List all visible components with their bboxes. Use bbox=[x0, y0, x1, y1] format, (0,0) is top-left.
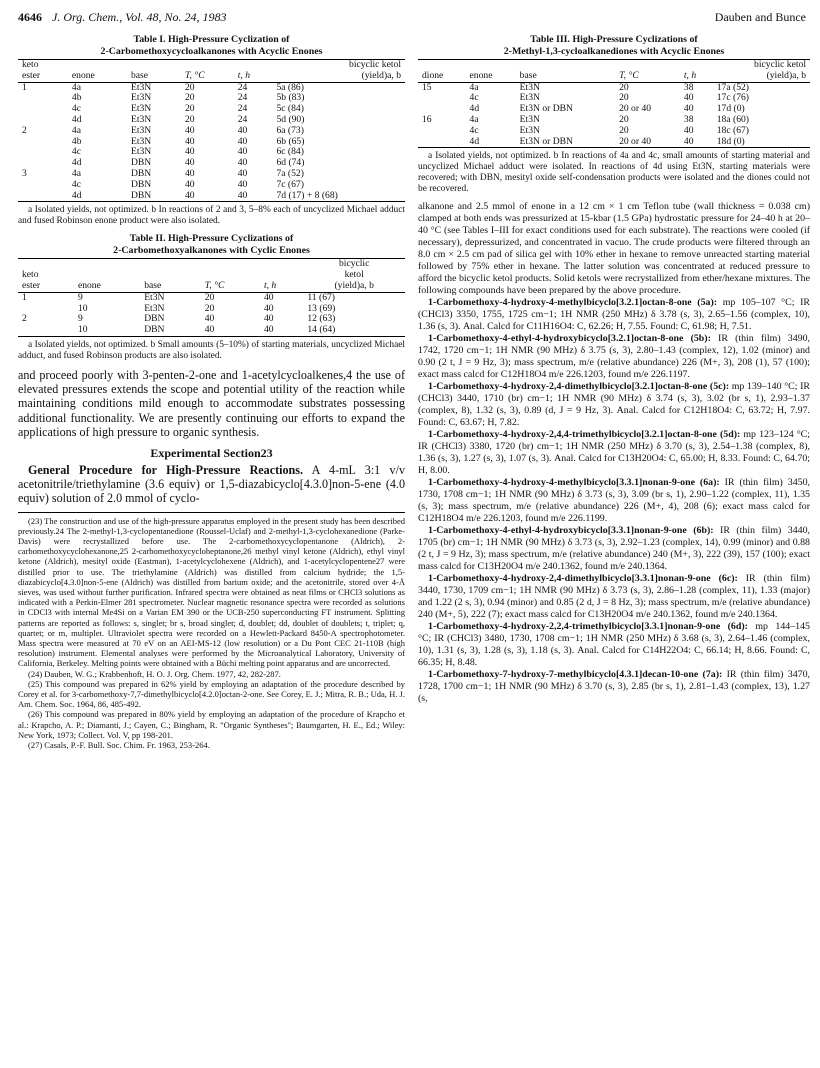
table2-cell: Et3N bbox=[144, 302, 165, 314]
table1-cell: 7a (52) bbox=[276, 167, 304, 179]
t2-h-enone: enone bbox=[74, 281, 140, 292]
compound-data: IR (thin film) 3490, 1742, 1720 cm−1; 1H NMR (90 MHz) δ 3.75 (s, 3), 2.80–1.43 (complex, 12), 1.02 (minor) and 0.90 (2 t, J = 9 Hz, 3); mass spectrum, m/e (relative abundance) 226 (M+, 3), 208 (1), 57 (100); exact mass calcd for C12H18O4 m/e 226.1203, found m/e 226.1197. bbox=[418, 333, 810, 381]
table3-cell: Et3N bbox=[519, 113, 540, 125]
table2-cell: 10 bbox=[77, 302, 88, 314]
general-procedure-title: General Procedure for High-Pressure Reactions. bbox=[28, 462, 303, 477]
table1-cell: 4a bbox=[71, 81, 81, 93]
page-header bbox=[12, 10, 808, 30]
table1-cell: 4a bbox=[71, 167, 81, 179]
table3-cell: Et3N or DBN bbox=[516, 137, 615, 148]
table2-cell: 9 bbox=[77, 313, 83, 325]
t2-h-prod3: (yield)a, b bbox=[303, 281, 405, 292]
table2-row bbox=[18, 292, 405, 303]
table1-caption-line2: 2-Carbomethoxycycloalkanones with Acyclic Enones bbox=[100, 45, 323, 57]
table1-cell: 4c bbox=[71, 103, 81, 115]
footnote-24: (24) Dauben, W. G.; Krabbenhoft, H. O. J. Org. Chem. 1977, 42, 282-287. bbox=[28, 668, 281, 679]
compound-name: 1-Carbomethoxy-7-hydroxy-7-methylbicyclo[4.3.1]decan-10-one (7a): bbox=[428, 669, 727, 681]
table2-caption bbox=[18, 233, 405, 256]
table3-cell: 16 bbox=[422, 113, 432, 125]
table1-cell: Et3N bbox=[130, 103, 152, 115]
table3-row bbox=[418, 137, 810, 148]
table1-cell: DBN bbox=[130, 167, 152, 179]
right-body bbox=[418, 201, 810, 705]
table2-cell: 12 (63) bbox=[307, 313, 336, 325]
compound-name: 1-Carbomethoxy-4-hydroxy-2,4,4-trimethylbicyclo[3.2.1]octan-8-one (5d): bbox=[428, 429, 744, 441]
table2-cell: 2 bbox=[22, 313, 27, 325]
table3-cell: 38 bbox=[683, 113, 694, 125]
table3-cell: 15 bbox=[422, 81, 432, 93]
table2-cell: 40 bbox=[260, 325, 303, 336]
procedure-continued: alkanone and 2.5 mmol of enone in a 12 cm × 1 cm Teflon tube (wall thickness = 0.038 cm) clamped at both ends was pressurized at 15-kbar (1.5 GPa) hydrostatic pressure for 24–40 h at 20–40 °C (see Tables I–III for exact conditions used for each substrate). The reactions were cooled (if necessary), depressurized, and concentrated in vacuo. The crude products were filtered through an 8.0 cm × 2.5 cm pad of silica gel with 10% ether in hexane to remove unreacted starting material followed by 75% ether in hexane. The latter solution was concentrated at reduced pressure to afford the bicyclic ketol products. Solid ketols were recrystallized from ether/hexane mixtures. The following compounds have been prepared by the above procedure. bbox=[418, 201, 810, 297]
compound-entry bbox=[418, 381, 810, 429]
table1-footnote: a Isolated yields, not optimized. b In reactions of 2 and 3, 5–8% each of uncyclized Michael adduct and fused Robinson enone product were also isolated. bbox=[18, 205, 405, 227]
table3-cell: 40 bbox=[683, 103, 694, 115]
compound-name: 1-Carbomethoxy-4-hydroxy-4-methylbicyclo[3.3.1]nonan-9-one (6a): bbox=[428, 477, 725, 489]
table3-cell: 20 bbox=[619, 92, 629, 104]
table1-cell: 20 bbox=[184, 92, 195, 104]
table3-cell bbox=[418, 126, 466, 137]
journal-citation: J. Org. Chem., Vol. 48, No. 24, 1983 bbox=[52, 10, 227, 24]
table1-cell: Et3N bbox=[130, 113, 152, 125]
compound-data: IR (thin film) 3440, 1730, 1709 cm−1; 1H NMR (90 MHz) δ 3.73 (s, 3), 2.86–1.28 (complex, 11), 1.33 (major) and 1.22 (2 s, 3), 0.94 (minor) and 0.85 (2 d, J = 8 Hz, 3); mass spectrum, m/e (relative abundance) 240 (M+, 5), 222 (7); exact mass calcd for C13H20O4 m/e 240.1362, found m/e 240.1364. bbox=[418, 573, 810, 621]
table3-cell: 40 bbox=[683, 124, 694, 136]
table1-cell: 40 bbox=[237, 167, 248, 179]
table2-cell: DBN bbox=[144, 313, 165, 325]
table1-cell: Et3N bbox=[130, 124, 152, 136]
right-column bbox=[418, 30, 810, 705]
table1-row bbox=[18, 191, 405, 202]
table2-cell: Et3N bbox=[144, 291, 165, 303]
t2-h-time: t, h bbox=[260, 281, 303, 292]
compound-entry bbox=[418, 477, 810, 525]
table3-cell: 4c bbox=[469, 124, 479, 136]
table2-cell: 40 bbox=[263, 313, 274, 325]
table2-cell bbox=[18, 325, 74, 336]
table1-cell: 24 bbox=[237, 81, 248, 93]
table1-cell: 5d (90) bbox=[276, 113, 305, 125]
table3-cell: 4d bbox=[469, 103, 480, 115]
table1-cell: 4b bbox=[71, 92, 82, 104]
table1-cell: 40 bbox=[237, 124, 248, 136]
compound-name: 1-Carbomethoxy-4-ethyl-4-hydroxybicyclo[3.3.1]nonan-9-one (6b): bbox=[428, 525, 721, 537]
t1-h-time: t, h bbox=[234, 71, 273, 82]
t3-h-dione: dione bbox=[418, 71, 466, 82]
table1-cell: 5a (86) bbox=[276, 81, 304, 93]
t3-h-enone: enone bbox=[466, 71, 516, 82]
table2-cell: 40 bbox=[263, 291, 274, 303]
table1-cell: 40 bbox=[184, 124, 195, 136]
compound-entry bbox=[418, 333, 810, 381]
table1-cell: 5c (84) bbox=[276, 103, 304, 115]
compound-data: mp 144–145 °C; IR (CHCl3) 3480, 1730, 1708 cm−1; 1H NMR (250 MHz) δ 3.68 (s, 3), 2.64–1.46 (complex, 10), 1.31 (s, 3), 1.28 (s, 3), 1.18 (s, 3). Anal. Calcd for C14H22O4: C, 66.14; H, 8.66. Found: C, 66.35; H, 8.48. bbox=[418, 621, 810, 669]
table1-cell: 4d bbox=[71, 157, 82, 169]
table3-cell bbox=[418, 137, 466, 148]
table1-cell: 40 bbox=[184, 135, 195, 147]
table1-cell: 6b (65) bbox=[276, 135, 305, 147]
table1-cell: Et3N bbox=[130, 92, 152, 104]
compound-name: 1-Carbomethoxy-4-ethyl-4-hydroxybicyclo[3.2.1]octan-8-one (5b): bbox=[428, 333, 719, 345]
table3-cell: 20 bbox=[619, 124, 629, 136]
table2-cell: 10 bbox=[74, 325, 140, 336]
table2-caption-line1: Table II. High-Pressure Cyclizations of bbox=[129, 233, 294, 245]
table1-cell bbox=[18, 147, 68, 158]
table3-body bbox=[418, 82, 810, 148]
compound-entry bbox=[418, 525, 810, 573]
table1-cell: 24 bbox=[237, 92, 248, 104]
table1-cell: 1 bbox=[22, 81, 27, 93]
table1-caption-line1: Table I. High-Pressure Cyclization of bbox=[133, 34, 290, 45]
footnote-26: (26) This compound was prepared in 80% yield by employing an adaptation of the procedure of Krapcho et al.: Krapcho, A. P.; Diamanti, J.; Cayen, C.; Bingham, R. "Organic Syntheses"; Baumgarten, H. E., Ed.; Wiley: New York, 1973; Collect. Vol. V, pp 198-201. bbox=[18, 709, 405, 740]
compound-data: IR (thin film) 3450, 1730, 1708 cm−1; 1H NMR (90 MHz) δ 3.73 (s, 3), 3.09 (br s, 1), 2.90–1.22 (complex, 11), 1.35 (s, 3); mass spectrum, m/e (relative abundance) 226 (M+, 4), 208 (6); exact mass calcd for C12H18O4 m/e 226.1203, found m/e 226.1199. bbox=[418, 477, 810, 525]
table3-cell bbox=[418, 93, 466, 104]
t2-h-prod2: ketol bbox=[344, 269, 364, 281]
table3-cell: 17d (0) bbox=[716, 103, 745, 115]
compound-entry bbox=[418, 297, 810, 333]
general-procedure-text: A 4-mL 3:1 v/v acetonitrile/triethylamine (3.6 equiv) or 1,5-diazabicyclo[4.3.0]non-5-ene (4.0 equiv) solution of 2.0 mmol of cyclo- bbox=[18, 462, 405, 506]
table1-cell: 24 bbox=[237, 103, 248, 115]
table1-cell: 6a (73) bbox=[276, 124, 304, 136]
experimental-heading: Experimental Section23 bbox=[150, 445, 273, 460]
table1-cell: 40 bbox=[237, 135, 248, 147]
compound-name: 1-Carbomethoxy-4-hydroxy-2,2,4-trimethylbicyclo[3.3.1]nonan-9-one (6d): bbox=[428, 621, 756, 633]
compound-entry bbox=[418, 573, 810, 621]
table1-cell: 4c bbox=[71, 178, 81, 190]
t2-h-prod1: bicyclic bbox=[303, 259, 405, 270]
table2-cell: 14 (64) bbox=[303, 325, 405, 336]
footnote-23: (23) The construction and use of the high-pressure apparatus employed in the present study has been described previously.24 The 2-methyl-1,3-cyclopentanedione (Roussel-Uclaf) and 2-methyl-1,3-cyclohexanedione (Parke-Davis) were recrystallized before use. The 2-carbomethoxycyclopentanone (Aldrich), 2-carbomethoxycyclohexanone,25 2-carbomethoxycycloheptanone,26 methyl vinyl ketone (Aldrich), ethyl vinyl ketone (Aldrich), mesityl oxide (Eastman), 1-acetylcyclohexene (Aldrich), and 1-acetylcyclopentene27 were distilled prior to use. The triethylamine (Aldrich) was distilled from calcium hydride; the 1,5-diazabicyclo[4.3.0]non-5-ene (Aldrich) was distilled from barium oxide; and the acetonitrile, stored over 4-Å sieves, was used without further purification. Infrared spectra were obtained as neat films or CHCl3 solutions as indicated with a Perkin-Elmer 281 spectrometer. Nuclear magnetic resonance spectra were recorded as solutions in CDCl3 with internal Me4Si on a Varian EM 390 or the UCB-250 superconducting FT instrument. Splitting patterns are reported as follows: s, singlet; br s, broad singlet; d, doublet; dd, doublet of doublets; t, triplet; q, quartet; or m, multiplet. Ultraviolet spectra were recorded on a Hewlett-Packard 8450-A spectrophotometer. Mass spectra were measured at 70 eV on an AEI-MS-12 (low resolution) or a Du Pont CEC 21-110B (high resolution) instrument. Elemental analyses were performed by the Microanalytical Laboratory, University of California, Berkeley. Melting points were obtained with a Büchi melting point apparatus and are uncorrected. bbox=[18, 515, 405, 669]
table3-cell: 4d bbox=[466, 137, 516, 148]
compound-entry bbox=[418, 669, 810, 705]
t3-h-prod1: bicyclic ketol bbox=[713, 60, 810, 71]
compound-list bbox=[418, 297, 810, 705]
table1-body bbox=[18, 82, 405, 202]
table1-cell: DBN bbox=[127, 191, 181, 202]
table1-cell: 20 bbox=[184, 103, 195, 115]
running-authors: Dauben and Bunce bbox=[714, 10, 806, 24]
table1-cell: 7c (67) bbox=[276, 178, 304, 190]
t2-h-keto: keto bbox=[22, 269, 39, 281]
table3-caption bbox=[418, 34, 810, 57]
footnotes-block bbox=[18, 512, 405, 751]
table1-cell: 7d (17) + 8 (68) bbox=[272, 191, 405, 202]
table1-cell: 6d (74) bbox=[276, 157, 305, 169]
table1-cell: Et3N bbox=[130, 81, 152, 93]
table3-cell: 20 bbox=[619, 81, 629, 93]
table2-cell: 40 bbox=[204, 313, 215, 325]
table1-cell: 4b bbox=[71, 135, 82, 147]
t3-h-prod2: (yield)a, b bbox=[713, 71, 810, 82]
table2-footnote: a Isolated yields, not optimized. b Small amounts (5–10%) of starting materials, uncyclized Michael adduct, and fused Robinson products are also isolated. bbox=[18, 339, 405, 361]
t3-h-temp: T, °C bbox=[615, 71, 680, 82]
table2-cell: 40 bbox=[201, 325, 260, 336]
table3-cell: Et3N or DBN bbox=[519, 103, 573, 115]
general-procedure-paragraph bbox=[18, 463, 405, 506]
table3-cell: 18a (60) bbox=[716, 113, 749, 125]
table3-cell: 20 bbox=[619, 113, 629, 125]
compound-data: IR (thin film) 3470, 1728, 1700 cm−1; 1H NMR (90 MHz) δ 3.70 (s, 3), 2.85 (br s, 1), 2.81–1.43 (complex, 13), 1.27 (s, bbox=[418, 669, 810, 705]
t2-h-temp: T, °C bbox=[201, 281, 260, 292]
page-number: 4646 bbox=[18, 10, 42, 24]
table1-cell: 40 bbox=[184, 178, 195, 190]
table1-cell: 40 bbox=[234, 191, 273, 202]
table1-cell: 40 bbox=[237, 178, 248, 190]
table1-cell: 2 bbox=[22, 124, 27, 136]
table2-cell: DBN bbox=[140, 325, 201, 336]
table1-cell: 40 bbox=[184, 157, 195, 169]
table1-cell: 40 bbox=[237, 157, 248, 169]
t3-h-base: base bbox=[516, 71, 615, 82]
table3-cell: 17a (52) bbox=[716, 81, 749, 93]
left-body-paragraph: and proceed poorly with 3-penten-2-one and 1-acetylcycloalkenes,4 the use of elevated pressures extends the scope and potential utility of the reaction while maintaining conditions mild enough to accommodate substrates possessing additional functionality. We are presently continuing our efforts to expand the applications of high pressure to organic synthesis. bbox=[18, 367, 405, 439]
table2-cell: 20 bbox=[204, 291, 215, 303]
table3 bbox=[418, 59, 810, 148]
footnote-25: (25) This compound was prepared in 62% yield by employing an adaptation of the procedure described by Corey et al. for 3-carbomethoxy-7,7-dimethylbicyclo[4.2.0]octan-2-one. See Corey, E. J.; Mitra, R. B.; Uda, H. J. Am. Chem. Soc. 1964, 86, 485-492. bbox=[18, 678, 405, 710]
t1-h-prod1: bicyclic ketol bbox=[272, 60, 405, 71]
compound-data: mp 139–140 °C; IR (CHCl3) 3440, 1710 (br) cm−1; 1H NMR (90 MHz) δ 3.74 (s, 3), 3.02 (br s, 1), 2.93–1.37 (complex, 8), 1.32 (s, 3), 0.89 (d, J = 9 Hz, 3). Anal. Calcd for C12H18O4: C, 63.72; H, 7.97. Found: C, 63.67; H, 7.82. bbox=[418, 381, 810, 429]
table1-row bbox=[18, 180, 405, 191]
table3-cell: 40 bbox=[683, 92, 694, 104]
table3-cell: 38 bbox=[683, 81, 694, 93]
table1-cell bbox=[18, 180, 68, 191]
table2-cell: 11 (67) bbox=[307, 291, 335, 303]
table1-cell: 6c (84) bbox=[276, 146, 304, 158]
table2-cell: 9 bbox=[77, 291, 83, 303]
t1-h-ester: ester bbox=[18, 71, 68, 82]
table1-cell: 4c bbox=[71, 146, 81, 158]
table3-cell: 4a bbox=[469, 113, 479, 125]
table1-cell: 4d bbox=[71, 113, 82, 125]
table3-cell: 20 or 40 bbox=[615, 137, 680, 148]
compound-name: 1-Carbomethoxy-4-hydroxy-4-methylbicyclo[3.2.1]octan-8-one (5a): bbox=[428, 297, 723, 309]
table1-cell bbox=[18, 191, 68, 202]
table1-cell bbox=[18, 93, 68, 104]
table1-cell: Et3N bbox=[130, 146, 152, 158]
table2-cell: 40 bbox=[263, 302, 274, 314]
compound-name: 1-Carbomethoxy-4-hydroxy-2,4-dimethylbicyclo[3.2.1]octan-8-one (5c): bbox=[428, 381, 732, 393]
table1-cell bbox=[18, 104, 68, 115]
table2-cell: 1 bbox=[22, 291, 27, 303]
table1-cell: 4d bbox=[68, 191, 127, 202]
t1-h-keto: keto bbox=[18, 60, 68, 71]
table1-cell bbox=[18, 137, 68, 148]
table3-cell: 18c (67) bbox=[716, 124, 749, 136]
table1-cell: DBN bbox=[130, 157, 152, 169]
table3-cell: Et3N bbox=[519, 92, 540, 104]
compound-data: IR (thin film) 3440, 1705 (br) cm−1; 1H NMR (90 MHz) δ 3.73 (s, 3), 2.92–1.23 (complex, 14), 0.99 (minor) and 0.88 (2 t, J = 9 Hz, 3); mass spectrum, m/e (relative abundance) 240 (M+, 3), 222 (39), 157 (100); exact mass calcd for C13H20O4 m/e 240.1362, found m/e 240.1364. bbox=[418, 525, 810, 573]
table1-cell: 4a bbox=[71, 124, 81, 136]
table3-cell: 18d (0) bbox=[713, 137, 810, 148]
table1-cell: 3 bbox=[22, 167, 27, 179]
table1-cell: 20 bbox=[184, 81, 195, 93]
t1-h-temp: T, °C bbox=[181, 71, 234, 82]
table1-row bbox=[18, 126, 405, 137]
table3-cell: 20 or 40 bbox=[619, 103, 652, 115]
table2-row bbox=[18, 325, 405, 336]
compound-data: mp 105–107 °C; IR (CHCl3) 3350, 1755, 1725 cm−1; 1H NMR (250 MHz) δ 3.78 (s, 3), 2.65–1.56 (complex, 10), 1.36 (s, 3). Anal. Calcd for C11H16O4: C, 62.26; H, 7.55. Found: C, 61.98; H, 7.51. bbox=[418, 297, 810, 333]
t2-h-ester: ester bbox=[18, 281, 74, 292]
left-column bbox=[18, 30, 405, 750]
footnote-27: (27) Casals, P.-F. Bull. Soc. Chim. Fr. 1963, 253-264. bbox=[28, 740, 210, 751]
compound-name: 1-Carbomethoxy-4-hydroxy-2,4-dimethylbicyclo[3.3.1]nonan-9-one (6c): bbox=[428, 573, 746, 585]
table3-cell: 40 bbox=[680, 137, 713, 148]
table2 bbox=[18, 258, 405, 337]
table2-cell: 13 (69) bbox=[307, 302, 336, 314]
table3-footnote: a Isolated yields, not optimized. b In reactions of 4a and 4c, small amounts of starting material and uncyclized Michael adduct were isolated. In reactions of 4d using Et3N, starting materials were recovered; with DBN, mesityl oxide self-condensation products were isolated and the diones could not be recovered. bbox=[418, 151, 810, 195]
table1-cell: Et3N bbox=[130, 135, 152, 147]
table1-cell: 40 bbox=[184, 146, 195, 158]
compound-entry bbox=[418, 429, 810, 477]
t1-h-prod2: (yield)a, b bbox=[272, 71, 405, 82]
table3-cell: 4a bbox=[469, 81, 479, 93]
t1-h-base: base bbox=[127, 71, 181, 82]
table2-body bbox=[18, 292, 405, 336]
table3-cell: 4c bbox=[469, 92, 479, 104]
table3-cell: Et3N bbox=[519, 124, 540, 136]
table1 bbox=[18, 59, 405, 202]
t2-h-base: base bbox=[140, 281, 201, 292]
table2-caption-line2: 2-Carbomethoxyalkanones with Cyclic Enones bbox=[113, 244, 310, 256]
table3-row bbox=[418, 126, 810, 137]
table3-caption-line2: 2-Methyl-1,3-cycloalkanediones with Acyclic Enones bbox=[503, 45, 725, 57]
table1-caption bbox=[18, 34, 405, 57]
compound-entry bbox=[418, 621, 810, 669]
table1-cell: 24 bbox=[237, 113, 248, 125]
t1-h-enone: enone bbox=[68, 71, 127, 82]
table3-caption-line1: Table III. High-Pressure Cyclizations of bbox=[530, 34, 698, 45]
table3-cell: 17c (76) bbox=[716, 92, 749, 104]
table1-cell: 20 bbox=[184, 113, 195, 125]
table1-cell: 40 bbox=[181, 191, 234, 202]
table1-cell: 40 bbox=[184, 167, 195, 179]
table2-cell: 20 bbox=[204, 302, 215, 314]
table1-cell: 5b (83) bbox=[276, 92, 305, 104]
compound-data: mp 123–124 °C; IR (CHCl3) 3380, 1720 (br) cm−1; 1H NMR (250 MHz) δ 3.70 (s, 3), 2.54–1.38 (complex, 8), 1.36 (s, 3), 1.27 (s, 3), 1.07 (s, 3). Anal. Calcd for C13H20O4: C, 65.00; H, 8.33. Found: C, 64.70; H, 8.00. bbox=[418, 429, 810, 477]
t3-h-time: t, h bbox=[680, 71, 713, 82]
table3-cell: Et3N bbox=[519, 81, 540, 93]
table1-cell: 40 bbox=[237, 146, 248, 158]
table1-cell: DBN bbox=[130, 178, 152, 190]
